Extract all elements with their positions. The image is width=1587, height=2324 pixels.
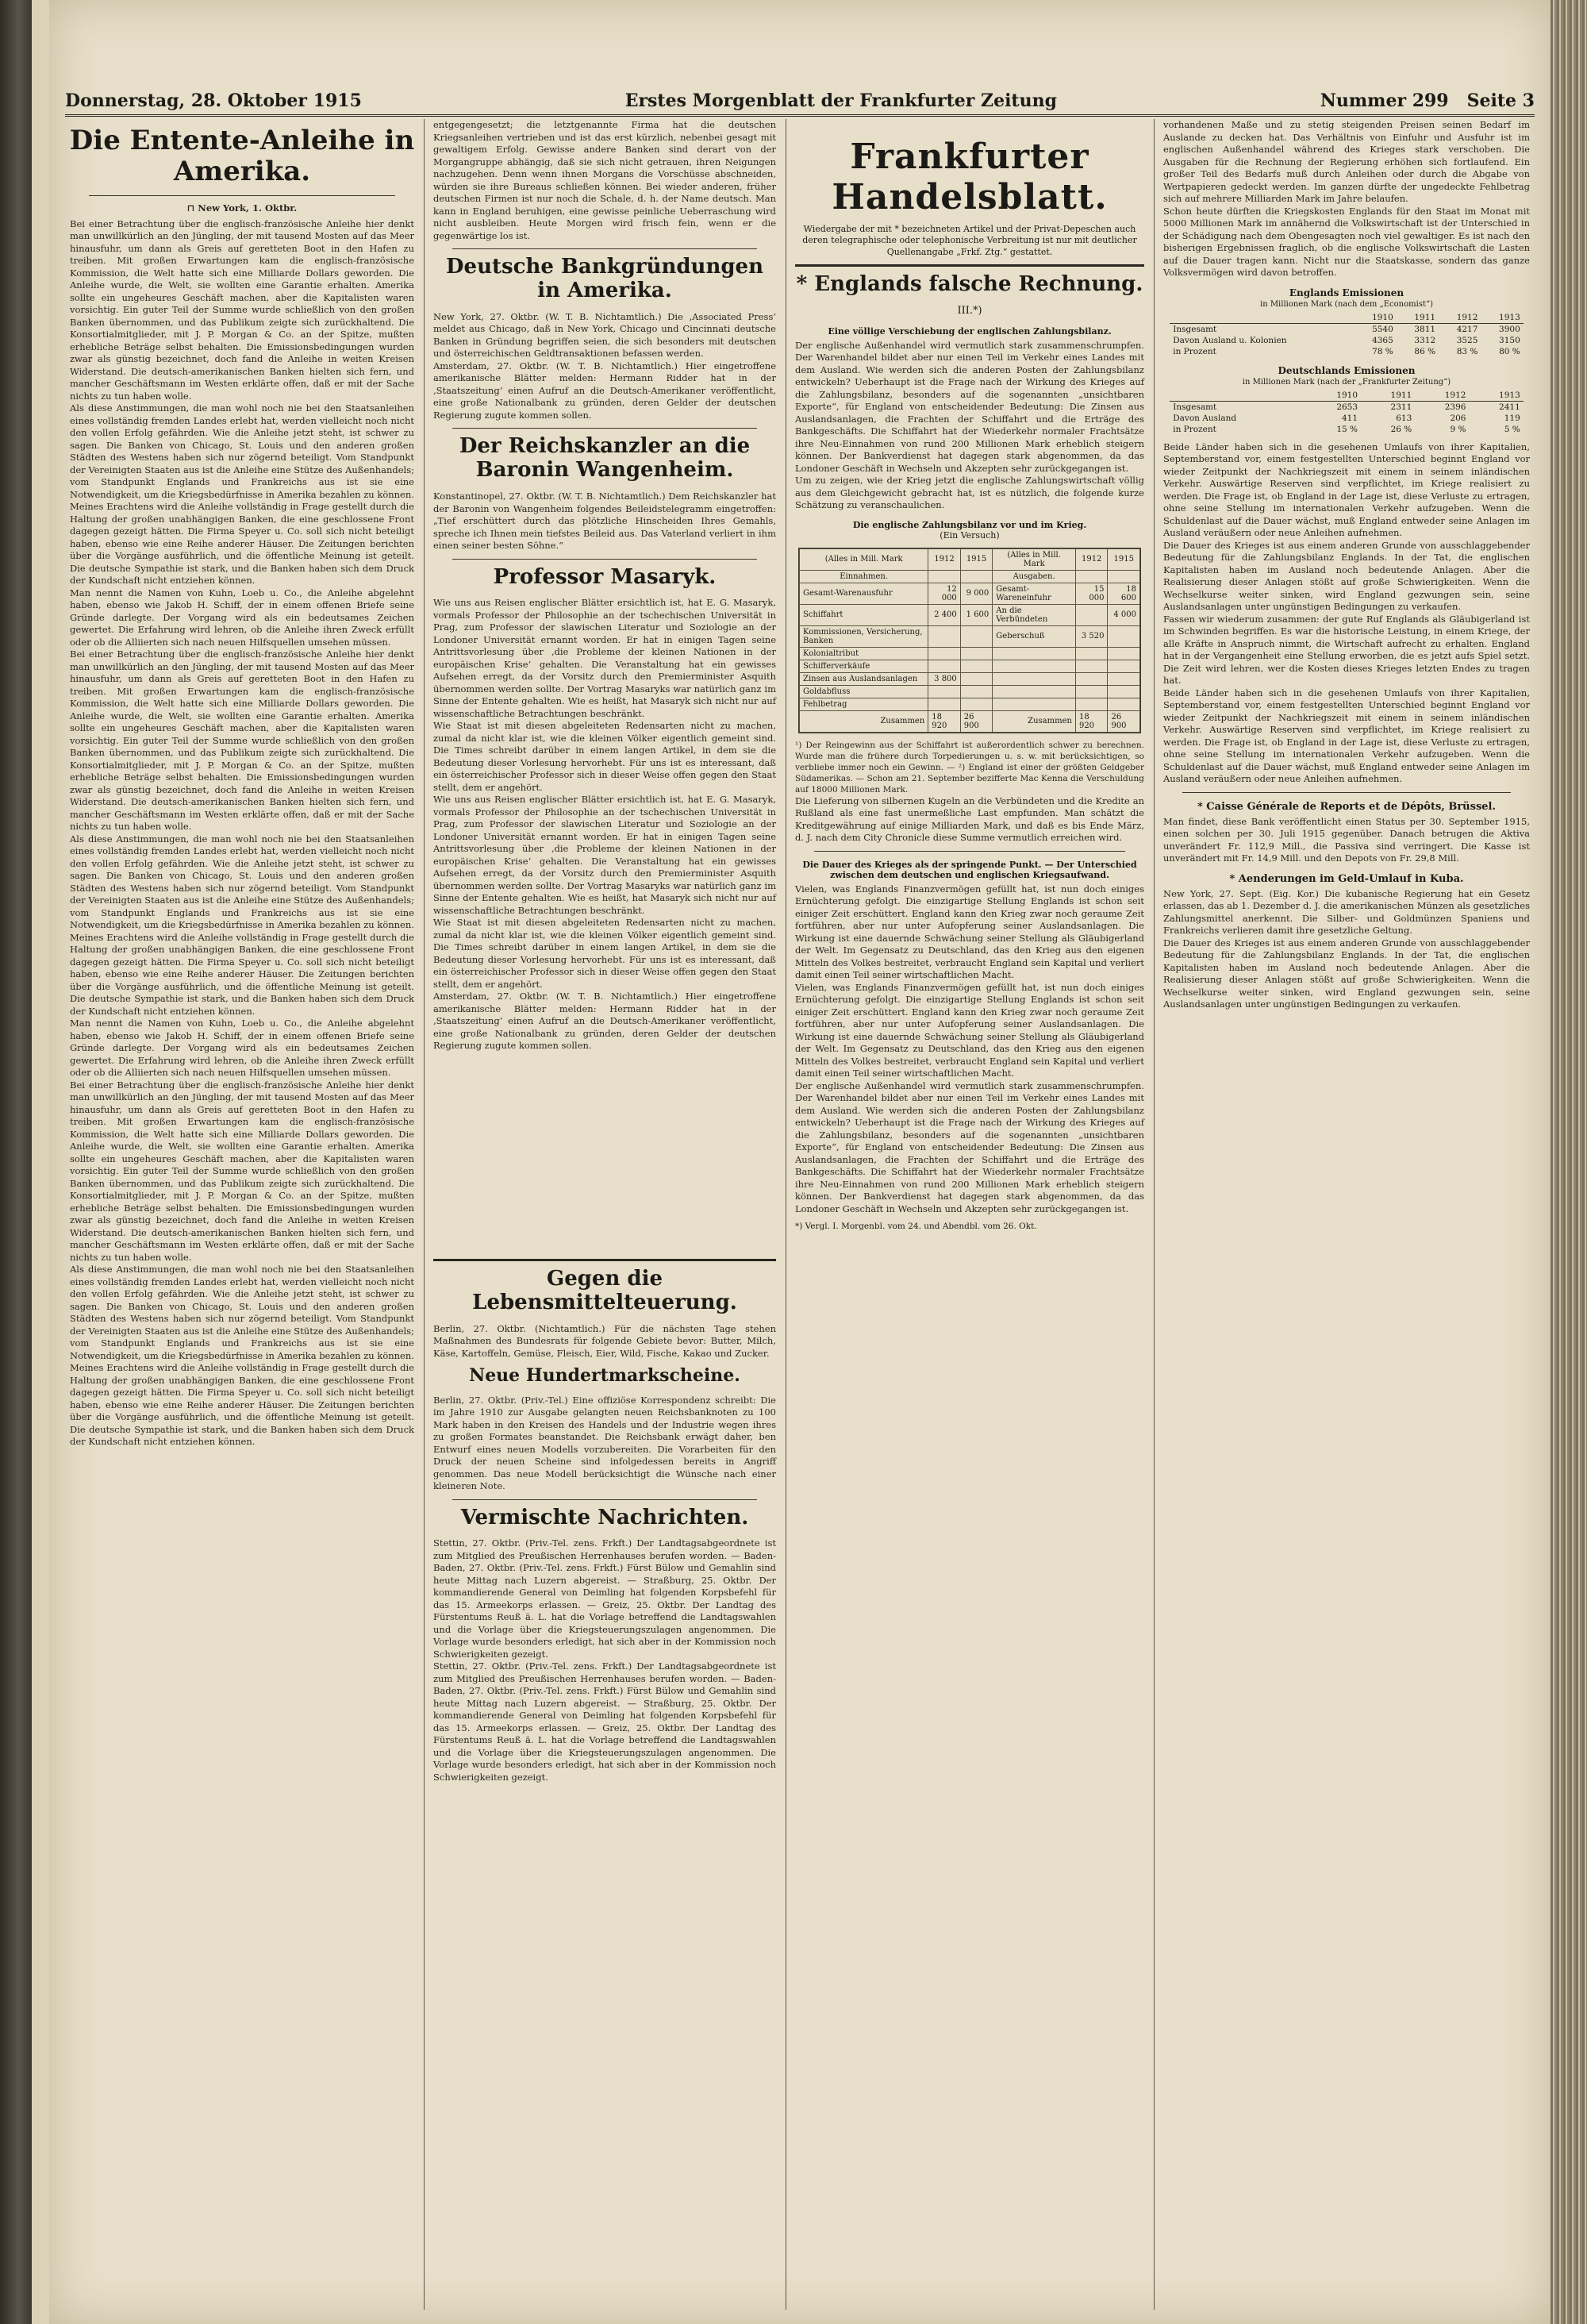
zahlungsbilanz-caption-2: (Ein Versuch) — [940, 529, 1000, 541]
col2-b3-repeat: Wie uns aus Reisen englischer Blätter ersichtlich ist, hat E. G. Masaryk, vormals Professor der Philosophie an der tschechischen Universität in Prag, zum Professor der slawischen Literatur und Soziologie an der Londoner Universität ernannt worden. Er hat in einigen Tagen seine Antrittsvorlesung über ‚die Probleme der kleinen Nationen in der europäischen Krise‘ gehalten. Die Veranstaltung hat ein gewisses Aufsehen erregt, da der Vorsitz durch den Premierminister Asquith übernommen werden sollte. Der Vortrag Masaryks war natürlich ganz im Sinne der Entente gehalten. Wie es heißt, hat Masaryk sich nicht nur auf wissenschaftliche Betrachtungen beschränkt. — [433, 794, 776, 916]
zb-cell-r — [993, 672, 1076, 685]
newspaper-page — [49, 0, 1550, 2324]
col4-footnote: *) Vergl. I. Morgenbl. vom 24. und Abendbl. vom 26. Okt. — [795, 1222, 1037, 1232]
zb-cell-l: Schifferverkäufe — [800, 660, 928, 672]
zb-cell-c: 15 000 — [1075, 583, 1108, 604]
col3-b2: Berlin, 27. Oktbr. (Priv.-Tel.) Eine offiziöse Korrespondenz schreibt: Die im Jahre 1910 zur Ausgabe gelangten neuen Reichsbanknoten zu 100 Mark haben in den Kreisen des Handels und der Industrie wegen ihres zu großen Formates beanstandet. Die Reichsbank erwägt daher, ben Entwurf eines neuen Modells vorzubereiten. Die Vorarbeiten für den Druck der neuen Scheine sind infolgedessen bereits in Angriff genommen. Das neue Modell berücksichtigt die Wünsche nach einer kleineren Note. — [433, 1394, 776, 1492]
zb-cell-r — [993, 647, 1076, 660]
zahlungsbilanz-row — [800, 672, 1140, 685]
col1-body-repeat2: Bei einer Betrachtung über die englisch-französische Anleihe hier denkt man unwillkürlich an den Jüngling, der mit tausend Mosten auf das Meer hinausfuhr, um dann als Greis auf geretteten Boot in den Hafen zu treiben. Mit großen Erwartungen kam die englisch-französische Kommission, die Welt hatte sich eine Milliarde Dollars geworden. Die Anleihe wurde, die Welt, sie wollten eine Garantie erhalten. Amerika sollte ein ungeheures Geschäft machen, aber die Kapitalisten waren vorsichtig. Ein guter Teil der Summe wurde schließlich von den großen Banken übernommen, und das Publikum zeigte sich zurückhaltend. Die Konsortialmitglieder, mit J. P. Morgan & Co. an der Spitze, mußten erhebliche Beträge selbst behalten. Die Emissionsbedingungen wurden zwar als günstig bezeichnet, doch fand die Anleihe in weiten Kreisen Widerstand. Die deutsch-amerikanischen Banken hielten sich fern, und mancher Geschäftsmann im Westen erklärte offen, daß er mit der Sache nichts zu tun haben wolle. — [70, 1079, 414, 1263]
col4-headline-2: Die Dauer des Krieges als der springende Punkt. — Der Unterschied zwischen dem deutschen und englischen Kriegsaufwand. — [802, 859, 1137, 880]
stat1-row — [1170, 335, 1524, 346]
col2-b3b: Wie Staat ist mit diesen abgeleiteten Redensarten nicht zu machen, zumal da nicht klar ist, wie die kleinen Völker eigentlich gemeint sind. Die Times schreibt darüber in einem langen Artikel, in dem sie die Bedeutung dieser Vorlesung hervorhebt. Für uns ist es interessant, daß ein österreichischer Professor sich in dieser Weise offen gegen den Staat stellt, dem er angehört. — [433, 720, 776, 793]
zb-cell-l: Schiffahrt — [800, 604, 928, 625]
zb-cell-a — [928, 698, 961, 710]
col1-body4-repeat: Man nennt die Namen von Kuhn, Loeb u. Co., die Anleihe abgelehnt haben, ebenso wie Jakob H. Schiff, der in einem offenen Briefe seine Gründe darlegte. Der Vorgang wird als ein bedeutsames Zeichen gewertet. Die Erfahrung wird lehren, ob die Anleihe ihren Zweck erfüllt oder ob die Alliierten sich nach neuen Hilfsquellen umsehen müssen. — [70, 1018, 414, 1079]
zb-right-title: Ausgaben. — [993, 570, 1076, 583]
col5-b3: Beide Länder haben sich in die gesehenen Umlaufs von ihrer Kapitalien, Septemberstand vor, einem festgestellten Unterschied beginnt England vor wieder Zeitpunkt der Nachkriegszeit mit einem in seinem inländischen Verkehr. Auswärtige Reserven sind verpflichtet, im Kriege realisiert zu werden. Die Frage ist, ob England in der Lage ist, diese Verluste zu ertragen, ohne seine Stellung im internationalen Verkehr aufzugeben. Wenn die Schuldenlast auf die Dauer wächst, muß England entweder seine Anlagen im Ausland veräußern oder neue Anleihen aufnehmen. — [1163, 441, 1530, 538]
zahlungsbilanz-table — [798, 548, 1141, 733]
stat1-cell: 5540 — [1372, 324, 1393, 334]
col4-b1-repeat: Der englische Außenhandel wird vermutlich stark zusammenschrumpfen. Der Warenhandel bildet aber nur einen Teil im Verkehr eines Landes mit dem Ausland. Wie werden sich die anderen Posten der Zahlungsbilanz entwickeln? Ueberhaupt ist die Frage nach der Wirkung des Krieges auf die Zahlungsbilanz, besonders auf die sogenannten „unsichtbaren Exporte“, für England von entscheidender Bedeutung: Die Zinsen aus Auslandsanlagen, die Frachten der Schiffahrt und die Erträge des Bankgeschäfts. Die Schiffahrt hat der Wiederkehr normaler Frachtsätze ihre Neu-Einnahmen von rund 200 Millionen Mark erheblich steigern können. Der Bankverdienst hat dagegen stark abgenommen, da das Londoner Geschäft in Wechseln und Akzepten sehr zurückgegangen ist. — [795, 1079, 1144, 1214]
col5-b4-repeat: Die Dauer des Krieges ist aus einem anderen Grunde von ausschlaggebender Bedeutung für die Zahlungsbilanz Englands. In der Tat, die englischen Kapitalisten haben im Ausland noch bedeutende Anlagen. Aber die Realisierung dieser Anlagen stößt auf große Schwierigkeiten. Wenn die Wechselkurse weiter sinken, wird England gezwungen sein, seine Auslandsanlagen unter ungünstigen Bedingungen zu verkaufen. — [1163, 937, 1530, 1010]
stat2-header-cell — [1170, 390, 1307, 402]
zb-cell-b: 9 000 — [960, 583, 993, 604]
zb-cell-c: 3 520 — [1075, 625, 1108, 647]
zb-cell-a: 2 400 — [928, 604, 961, 625]
col4-headline-1-sub2: Eine völlige Verschiebung der englischen Zahlungsbilanz. — [828, 325, 1112, 337]
col5-b1: vorhandenen Maße und zu stetig steigenden Preisen seinen Bedarf im Auslande zu decken hat. Das Verhältnis von Einfuhr und Ausfuhr ist im englischen Außenhandel während des Krieges stark verschoben. Die Ausgaben für die Rechnung der Regierung erhöhen sich fortlaufend. Ein großer Teil des Bedarfs muß durch Anleihen oder durch die Abgabe von Wertpapieren gedeckt werden. Im ganzen dürfte der ungedeckte Fehlbetrag sich auf mehrere Milliarden Mark im Jahre belaufen. — [1163, 119, 1530, 204]
zb-cell-b — [960, 672, 993, 685]
zb-head-f: 1915 — [1108, 548, 1140, 570]
stat2-cell: 9 % — [1450, 424, 1466, 434]
zb-cell-r: Geberschuß — [993, 625, 1076, 647]
zb-head-b: 1912 — [928, 548, 961, 570]
col1-headline: Die Entente-Anleihe in Amerika. — [69, 125, 415, 188]
zb-cell-b — [960, 625, 993, 647]
col2-b3: Wie uns aus Reisen englischer Blätter ersichtlich ist, hat E. G. Masaryk, vormals Professor der Philosophie an der tschechischen Universität in Prag, zum Professor der slawischen Literatur und Soziologie an der Londoner Universität ernannt worden. Er hat in einigen Tagen seine Antrittsvorlesung über ‚die Probleme der kleinen Nationen in der europäischen Krise‘ gehalten. Die Veranstaltung hat ein gewisses Aufsehen erregt, da der Vorsitz durch den Premierminister Asquith übernommen werden sollte. Der Vortrag Masaryks war natürlich ganz im Sinne der Entente gehalten. Wie es heißt, hat Masaryk sich nicht nur auf wissenschaftliche Betrachtungen beschränkt. — [433, 597, 776, 719]
stat2-header-cell: 1913 — [1469, 390, 1523, 402]
col5-b2: Schon heute dürften die Kriegskosten Englands für den Staat im Monat mit 5000 Millionen Mark im annähernd die Volkswirtschaft ist der Unterschied in der Schädigung nach dem Obengesagten noch viel gewaltiger. Es ist nach den bisherigen Ergebnissen fraglich, ob die englische Volkswirtschaft die Lasten auf die Dauer tragen kann. Nicht nur die Staatskasse, sondern das ganze Volksvermögen wird davon betroffen. — [1163, 205, 1530, 278]
col4-b4: Vielen, was Englands Finanzvermögen gefüllt hat, ist nun doch einiges Ernüchterung gefolgt. Die einzigartige Stellung Englands ist schon seit einiger Zeit erschüttert. England kann den Krieg zwar noch geraume Zeit fortführen, aber nur unter Aufopferung seiner Auslandsanlagen. Die Wirkung ist eine dauernde Schwächung seiner Stellung als Gläubigerland der Welt. Im Gegensatz zu Deutschland, das den Krieg aus den eigenen Mitteln des Volkes bestreitet, verbraucht England sein Kapital und verliert damit einen Teil seiner wirtschaftlichen Macht. — [795, 883, 1144, 981]
zb-cell-c — [1075, 685, 1108, 698]
col2-b1-repeat: Amsterdam, 27. Oktbr. (W. T. B. Nichtamtlich.) Hier eingetroffene amerikanische Blätter melden: Hermann Ridder hat in der ‚Staatszeitung‘ einen Aufruf an die Deutsch-Amerikaner veröffentlicht, eine große Nationalbank zu gründen, deren Gelder der deutschen Regierung zugute kommen sollen. — [433, 991, 776, 1052]
zahlungsbilanz-row — [800, 685, 1140, 698]
zb-total-a: 18 920 — [928, 710, 961, 732]
zb-cell-d — [1108, 685, 1140, 698]
stat1-cell: 3312 — [1414, 335, 1436, 345]
stat2-cell: 15 % — [1336, 424, 1358, 434]
stat1-row — [1170, 323, 1524, 335]
stat1-cell: 80 % — [1499, 346, 1520, 356]
stat2-cell: 613 — [1396, 413, 1412, 423]
zb-head-a: (Alles in Mill. Mark — [800, 548, 928, 570]
col1-body3-repeat2: Meines Erachtens wird die Anleihe vollständig in Frage gestellt durch die Haltung der großen unabhängigen Banken, die eine geschlossene Front dagegen gezeigt hätten. Die Firma Speyer u. Co. soll sich nicht beteiligt haben, ebenso wie eine Reihe anderer Häuser. Die Zeitungen berichten über die Vorgänge ausführlich, und die öffentliche Meinung ist geteilt. Die deutsche Sympathie ist stark, und die Banken haben sich dem Druck der Kundschaft nicht entziehen können. — [70, 1362, 414, 1448]
stat1-cell: Insgesamt — [1173, 324, 1217, 334]
zb-cell-d: 4 000 — [1108, 604, 1140, 625]
col2-headline-3: Professor Masaryk. — [493, 564, 717, 589]
stat2-cell: 2396 — [1444, 402, 1466, 412]
stat2-sub: in Millionen Mark (nach der „Frankfurter Zeitung“) — [1242, 377, 1451, 387]
col2-b2: Konstantinopel, 27. Oktbr. (W. T. B. Nichtamtlich.) Dem Reichskanzler hat der Baronin von Wangenheim folgendes Beileidstelegramm eingetroffen: „Tief erschüttert durch das plötzliche Hinscheiden Ihres Gemahls, spreche ich Ihnen mein tiefstes Beileid aus. Das Vaterland verliert in ihm einen seiner besten Söhne.“ — [433, 491, 776, 552]
zb-cell-a — [928, 660, 961, 672]
stat2-cell: 26 % — [1390, 424, 1412, 434]
col2-b1b: Amsterdam, 27. Oktbr. (W. T. B. Nichtamtlich.) Hier eingetroffene amerikanische Blätter melden: Hermann Ridder hat in der ‚Staatszeitung‘ einen Aufruf an die Deutsch-Amerikaner veröffentlicht, eine große Nationalbank zu gründen, deren Gelder der deutschen Regierung zugute kommen sollen. — [433, 360, 776, 421]
col4-b1b: Um zu zeigen, wie der Krieg jetzt die englische Zahlungswirtschaft völlig aus dem Gleichgewicht gebracht hat, ist es nützlich, die folgende kurze Schätzung zu veranschaulichen. — [795, 475, 1144, 511]
col5-b3-repeat: Beide Länder haben sich in die gesehenen Umlaufs von ihrer Kapitalien, Septemberstand vor, einem festgestellten Unterschied beginnt England vor wieder Zeitpunkt der Nachkriegszeit mit einem in seinem inländischen Verkehr. Auswärtige Reserven sind verpflichtet, im Kriege realisiert zu werden. Die Frage ist, ob England in der Lage ist, diese Verluste zu ertragen, ohne seine Stellung im internationalen Verkehr aufzugeben. Wenn die Schuldenlast auf die Dauer wächst, muß England entweder seine Anlagen im Ausland veräußern oder neue Anleihen aufnehmen. — [1163, 687, 1530, 784]
zb-cell-d: 18 600 — [1108, 583, 1140, 604]
stat1-cell: 3525 — [1456, 335, 1478, 345]
zb-cell-c — [1075, 672, 1108, 685]
zahlungsbilanz-header-row — [800, 548, 1140, 570]
column-1 — [65, 119, 419, 2310]
zb-cell-b: 1 600 — [960, 604, 993, 625]
stat1-cell: 3811 — [1414, 324, 1436, 334]
zb-cell-b — [960, 647, 993, 660]
zb-cell-l: Goldabfluss — [800, 685, 928, 698]
zb-cell-a — [928, 685, 961, 698]
zb-cell-d — [1108, 660, 1140, 672]
stat2-cell: 411 — [1342, 413, 1358, 423]
col4-b1: Der englische Außenhandel wird vermutlich stark zusammenschrumpfen. Der Warenhandel bildet aber nur einen Teil im Verkehr eines Landes mit dem Ausland. Wie werden sich die anderen Posten der Zahlungsbilanz entwickeln? Ueberhaupt ist die Frage nach der Wirkung des Krieges auf die Zahlungsbilanz, besonders auf die sogenannten „unsichtbaren Exporte“, für England von entscheidender Bedeutung: Die Zinsen aus Auslandsanlagen, die Frachten der Schiffahrt und die Erträge des Bankgeschäfts. Die Schiffahrt hat der Wiederkehr normaler Frachtsätze ihre Neu-Einnahmen von rund 200 Millionen Mark erheblich steigern können. Der Bankverdienst hat dagegen stark abgenommen, da das Londoner Geschäft in Wechseln und Akzepten sehr zurückgegangen ist. — [795, 339, 1144, 474]
stat1-title: Englands Emissionen — [1289, 287, 1404, 298]
stat2-cell: 2411 — [1499, 402, 1520, 412]
zb-cell-d — [1108, 647, 1140, 660]
stat1-cell: 3900 — [1499, 324, 1520, 334]
stat1-cell: 86 % — [1414, 346, 1436, 356]
zb-cell-l: Kommissionen, Versicherung, Banken — [800, 625, 928, 647]
col5-headline-2: * Aenderungen im Geld-Umlauf in Kuba. — [1229, 872, 1464, 885]
col1-body3-repeat: Meines Erachtens wird die Anleihe vollständig in Frage gestellt durch die Haltung der großen unabhängigen Banken, die eine geschlossene Front dagegen gezeigt hätten. Die Firma Speyer u. Co. soll sich nicht beteiligt haben, ebenso wie eine Reihe anderer Häuser. Die Zeitungen berichten über die Vorgänge ausführlich, und die öffentliche Meinung ist geteilt. Die deutsche Sympathie ist stark, und die Banken haben sich dem Druck der Kundschaft nicht entziehen können. — [70, 931, 414, 1017]
zb-cell-a: 12 000 — [928, 583, 961, 604]
col4-b4-repeat: Vielen, was Englands Finanzvermögen gefüllt hat, ist nun doch einiges Ernüchterung gefolgt. Die einzigartige Stellung Englands ist schon seit einiger Zeit erschüttert. England kann den Krieg zwar noch geraume Zeit fortführen, aber nur unter Aufopferung seiner Auslandsanlagen. Die Wirkung ist eine dauernde Schwächung seiner Stellung als Gläubigerland der Welt. Im Gegensatz zu Deutschland, das den Krieg aus den eigenen Mitteln des Volkes bestreitet, verbraucht England sein Kapital und verliert damit einen Teil seiner wirtschaftlichen Macht. — [795, 981, 1144, 1079]
zb-cell-d — [1108, 698, 1140, 710]
col3-b3-repeat: Stettin, 27. Oktbr. (Priv.-Tel. zens. Frkft.) Der Landtagsabgeordnete ist zum Mitglied des Preußischen Herrenhauses berufen worden. — Baden-Baden, 27. Oktbr. (Priv.-Tel. zens. Frkft.) Fürst Bülow und Gemahlin sind heute Mittag nach Luzern abgereist. — Straßburg, 25. Oktbr. Der kommandierende General von Deimling hat folgenden Korpsbefehl für das 15. Armeekorps erlassen. — Greiz, 25. Oktbr. Der Landtag des Fürstentums Reuß ä. L. hat die Vorlage betreffend die Landtagswahlen und die Vorlage über die Kriegsteuerungszulagen angenommen. Die Vorlage wurde besonders erledigt, hat sich aber in der Kommission noch Schwierigkeiten gezeigt. — [433, 1660, 776, 1783]
col5-headline-1: * Caisse Générale de Reports et de Dépôts, Brüssel. — [1197, 800, 1497, 813]
stat1-header-cell: 1910 — [1354, 312, 1396, 324]
col5-b6: Man findet, diese Bank veröffentlicht einen Status per 30. September 1915, einen solchen per 30. Juli 1915 gegenüber. Danach betrugen die Aktiva unverändert Fr. 112,9 Mill., die Passiva sind verringert. Die Kasse ist unverändert mit Fr. 14,9 Mill. und den Depots von Fr. 29,8 Mill. — [1163, 815, 1530, 864]
col1-dateline: ⊓ New York, 1. Oktbr. — [186, 202, 298, 214]
zb-cell-r: An die Verbündeten — [993, 604, 1076, 625]
zb-cell-c — [1075, 604, 1108, 625]
zb-cell-c — [1075, 698, 1108, 710]
zahlungsbilanz-total-row — [800, 710, 1140, 732]
zb-head-d: (Alles in Mill. Mark — [993, 548, 1076, 570]
col5-b7: New York, 27. Sept. (Eig. Kor.) Die kubanische Regierung hat ein Gesetz erlassen, das ab 1. Dezember d. J. die amerikanischen Münzen als gesetzliches Zahlungsmittel anerkennt. Die Silber- und Goldmünzen Spaniens und Frankreichs verlieren damit ihre gesetzliche Geltung. — [1163, 887, 1530, 936]
col2-b3b-repeat: Wie Staat ist mit diesen abgeleiteten Redensarten nicht zu machen, zumal da nicht klar ist, wie die kleinen Völker eigentlich gemeint sind. Die Times schreibt darüber in einem langen Artikel, in dem sie die Bedeutung dieser Vorlesung hervorhebt. Für uns ist es interessant, daß ein österreichischer Professor sich in dieser Weise offen gegen den Staat stellt, dem er angehört. — [433, 917, 776, 990]
stat2-row — [1170, 401, 1524, 413]
zb-cell-r — [993, 698, 1076, 710]
column-5 — [1159, 119, 1535, 2310]
masthead-number-page — [1320, 90, 1535, 114]
masthead-date: Donnerstag, 28. Oktober 1915 — [65, 90, 362, 111]
column-4 — [790, 119, 1149, 2310]
stat2-header-row — [1170, 390, 1524, 402]
zahlungsbilanz-row — [800, 698, 1140, 710]
col1-body3: Meines Erachtens wird die Anleihe vollständig in Frage gestellt durch die Haltung der großen unabhängigen Banken, die eine geschlossene Front dagegen gezeigt hätten. Die Firma Speyer u. Co. soll sich nicht beteiligt haben, ebenso wie eine Reihe anderer Häuser. Die Zeitungen berichten über die Vorgänge ausführlich, und die öffentliche Meinung ist geteilt. Die deutsche Sympathie ist stark, und die Banken haben sich dem Druck der Kundschaft nicht entziehen können. — [70, 501, 414, 587]
col2-headline-2: Der Reichskanzler an die Baronin Wangenheim. — [459, 434, 751, 483]
zb-cell-c — [1075, 647, 1108, 660]
col5-b5: Fassen wir wiederum zusammen: der gute Ruf Englands als Gläubigerland ist im Schwinden begriffen. Es war die historische Leistung, in einem Kriege, der alle Kräfte in Anspruch nimmt, die Wirtschaft aufrecht zu erhalten. England hat in der Vergangenheit eine Stellung erworben, die es jetzt aufs Spiel setzt. Die Zeit wird lehren, wer die Kosten dieses Krieges letzten Endes zu tragen hat. — [1163, 613, 1530, 686]
stat2-header-cell: 1910 — [1307, 390, 1361, 402]
stat2-title: Deutschlands Emissionen — [1278, 364, 1416, 376]
stat1-cell: Davon Ausland u. Kolonien — [1173, 335, 1287, 345]
book-spine — [0, 0, 32, 2324]
zb-cell-a — [928, 647, 961, 660]
stat1-header-cell: 1913 — [1481, 312, 1523, 324]
stat1-cell: 83 % — [1456, 346, 1478, 356]
stat2-header-cell: 1911 — [1361, 390, 1415, 402]
col1-body2-repeat: Als diese Anstimmungen, die man wohl noch nie bei den Staatsanleihen eines vollständig fremden Landes erlebt hat, werden vielleicht noch nicht den vollen Erfolg gefährden. Wie die Anleihe jetzt steht, ist schwer zu sagen. Die Banken von Chicago, St. Louis und den anderen großen Städten des Westens haben sich nur zögernd beteiligt. Vom Standpunkt der Vereinigten Staaten aus ist die Anleihe eine Stütze des Außenhandels; vom Standpunkt Englands und Frankreichs aus ist sie eine Notwendigkeit, um die Kriegsbedürfnisse in Amerika bezahlen zu können. — [70, 833, 414, 931]
col3-headline-3: Vermischte Nachrichten. — [460, 1505, 749, 1529]
zb-cell-c — [1075, 660, 1108, 672]
stat2-cell: Davon Ausland — [1173, 413, 1237, 423]
page-stack-edge — [1550, 0, 1587, 2324]
col3-b1: Berlin, 27. Oktbr. (Nichtamtlich.) Für die nächsten Tage stehen Maßnahmen des Bundesrats für folgende Gebiete bevor: Butter, Milch, Käse, Kartoffeln, Gemüse, Fleisch, Eier, Wild, Fische, Kakao und Zucker. — [433, 1322, 776, 1359]
zb-total-b: 26 900 — [960, 710, 993, 732]
zb-cell-l: Fehlbetrag — [800, 698, 928, 710]
masthead-page: Seite 3 — [1466, 90, 1535, 111]
zb-cell-l: Kolonialtribut — [800, 647, 928, 660]
zb-cell-r — [993, 685, 1076, 698]
stat2-cell: 206 — [1450, 413, 1466, 423]
zb-head-c: 1915 — [960, 548, 993, 570]
zahlungsbilanz-row — [800, 647, 1140, 660]
zb-total-l: Zusammen — [800, 710, 928, 732]
column-3 — [428, 1254, 781, 2310]
left-page-edge — [32, 0, 50, 2324]
stat2-row — [1170, 413, 1524, 424]
zb-cell-l: Gesamt-Warenausfuhr — [800, 583, 928, 604]
stat1-cell: in Prozent — [1173, 346, 1216, 356]
col1-body2: Als diese Anstimmungen, die man wohl noch nie bei den Staatsanleihen eines vollständig fremden Landes erlebt hat, werden vielleicht noch nicht den vollen Erfolg gefährden. Wie die Anleihe jetzt steht, ist schwer zu sagen. Die Banken von Chicago, St. Louis und den anderen großen Städten des Westens haben sich nur zögernd beteiligt. Vom Standpunkt der Vereinigten Staaten aus ist die Anleihe eine Stütze des Außenhandels; vom Standpunkt Englands und Frankreichs aus ist sie eine Notwendigkeit, um die Kriegsbedürfnisse in Amerika bezahlen zu können. — [70, 402, 414, 500]
stat1-cell: 4217 — [1456, 324, 1478, 334]
col1-body4: Man nennt die Namen von Kuhn, Loeb u. Co., die Anleihe abgelehnt haben, ebenso wie Jakob H. Schiff, der in einem offenen Briefe seine Gründe darlegte. Der Vorgang wird als ein bedeutsames Zeichen gewertet. Die Erfahrung wird lehren, ob die Anleihe ihren Zweck erfüllt oder ob die Alliierten sich nach neuen Hilfsquellen umsehen müssen. — [70, 587, 414, 648]
zb-total-d: 26 900 — [1108, 710, 1140, 732]
stat2-cell: in Prozent — [1173, 424, 1216, 434]
stat2-cell: 119 — [1504, 413, 1520, 423]
zb-total-c: 18 920 — [1075, 710, 1108, 732]
stat1-row — [1170, 346, 1524, 357]
zahlungsbilanz-row — [800, 604, 1140, 625]
col2-b1: New York, 27. Oktbr. (W. T. B. Nichtamtlich.) Die ‚Associated Press‘ meldet aus Chicago, daß in New York, Chicago und Cincinnati deutsche Banken in Gründung begriffen seien, die sich besonders mit deutschen und österreichischen Geldtransaktionen befassen werden. — [433, 310, 776, 360]
zb-cell-l: Zinsen aus Auslandsanlagen — [800, 672, 928, 685]
stat1-table — [1170, 312, 1524, 357]
zb-cell-b — [960, 698, 993, 710]
stat2-cell: 2653 — [1336, 402, 1358, 412]
stat1-header-cell: 1911 — [1397, 312, 1439, 324]
col3-b3: Stettin, 27. Oktbr. (Priv.-Tel. zens. Frkft.) Der Landtagsabgeordnete ist zum Mitglied des Preußischen Herrenhauses berufen worden. — Baden-Baden, 27. Oktbr. (Priv.-Tel. zens. Frkft.) Fürst Bülow und Gemahlin sind heute Mittag nach Luzern abgereist. — Straßburg, 25. Oktbr. Der kommandierende General von Deimling hat folgenden Korpsbefehl für das 15. Armeekorps erlassen. — Greiz, 25. Oktbr. Der Landtag des Fürstentums Reuß ä. L. hat die Vorlage betreffend die Landtagswahlen und die Vorlage über die Kriegsteuerungszulagen angenommen. Die Vorlage wurde besonders erledigt, hat sich aber in der Kommission noch Schwierigkeiten gezeigt. — [433, 1537, 776, 1660]
stat1-cell: 3150 — [1499, 335, 1520, 345]
col4-headline-1: * Englands falsche Rechnung. — [796, 271, 1143, 296]
zahlungsbilanz-body — [800, 583, 1140, 710]
stat1-cell: 4365 — [1372, 335, 1393, 345]
masthead-paper: Erstes Morgenblatt der Frankfurter Zeitung — [624, 90, 1057, 111]
col5-b4: Die Dauer des Krieges ist aus einem anderen Grunde von ausschlaggebender Bedeutung für die Zahlungsbilanz Englands. In der Tat, die englischen Kapitalisten haben im Ausland noch bedeutende Anlagen. Aber die Realisierung dieser Anlagen stößt auf große Schwierigkeiten. Wenn die Wechselkurse weiter sinken, wird England gezwungen sein, seine Auslandsanlagen unter ungünstigen Bedingungen zu verkaufen. — [1163, 539, 1530, 612]
handelsblatt-notice: Wiedergabe der mit * bezeichneten Artikel und der Privat-Depeschen auch deren telegraphische oder telephonische Verbreitung ist nur mit deutlicher Quellenangabe „Frkf. Ztg.“ gestattet. — [802, 224, 1137, 257]
zahlungsbilanz-row — [800, 583, 1140, 604]
stat2-cell: Insgesamt — [1173, 402, 1217, 412]
zahlungsbilanz-title-row — [800, 570, 1140, 583]
col3-headline-2: Neue Hundertmarkscheine. — [469, 1365, 740, 1387]
col3-headline-1: Gegen die Lebensmittelteuerung. — [472, 1267, 737, 1314]
zb-cell-d — [1108, 625, 1140, 647]
zb-cell-r: Gesamt-Wareneinfuhr — [993, 583, 1076, 604]
stat1-cell: 78 % — [1372, 346, 1393, 356]
col4-b3: Die Lieferung von silbernen Kugeln an die Verbündeten und die Kredite an Rußland als eine fast unermeßliche Last empfunden. Man schätzt die Kreditgewährung auf einige Milliarden Mark, und daß es bis Ende März, d. J. nach dem City Chronicle diese Summe vermutlich erreichen wird. — [795, 795, 1144, 844]
stat2-row — [1170, 424, 1524, 435]
stat1-header-cell — [1170, 312, 1354, 324]
col1-body-repeat: Bei einer Betrachtung über die englisch-französische Anleihe hier denkt man unwillkürlich an den Jüngling, der mit tausend Mosten auf das Meer hinausfuhr, um dann als Greis auf geretteten Boot in den Hafen zu treiben. Mit großen Erwartungen kam die englisch-französische Kommission, die Welt hatte sich eine Milliarde Dollars geworden. Die Anleihe wurde, die Welt, sie wollten eine Garantie erhalten. Amerika sollte ein ungeheures Geschäft machen, aber die Kapitalisten waren vorsichtig. Ein guter Teil der Summe wurde schließlich von den großen Banken übernommen, und das Publikum zeigte sich zurückhaltend. Die Konsortialmitglieder, mit J. P. Morgan & Co. an der Spitze, mußten erhebliche Beträge selbst behalten. Die Emissionsbedingungen wurden zwar als günstig bezeichnet, doch fand die Anleihe in weiten Kreisen Widerstand. Die deutsch-amerikanischen Banken hielten sich fern, und mancher Geschäftsmann im Westen erklärte offen, daß er mit der Sache nichts zu tun haben wolle. — [70, 648, 414, 833]
masthead — [65, 89, 1535, 117]
stat2-cell: 5 % — [1504, 424, 1520, 434]
zb-cell-b — [960, 685, 993, 698]
masthead-number: Nummer 299 — [1320, 90, 1449, 111]
col1-body: Bei einer Betrachtung über die englisch-französische Anleihe hier denkt man unwillkürlich an den Jüngling, der mit tausend Mosten auf das Meer hinausfuhr, um dann als Greis auf geretteten Boot in den Hafen zu treiben. Mit großen Erwartungen kam die englisch-französische Kommission, die Welt hatte sich eine Milliarde Dollars geworden. Die Anleihe wurde, die Welt, sie wollten eine Garantie erhalten. Amerika sollte ein ungeheures Geschäft machen, aber die Kapitalisten waren vorsichtig. Ein guter Teil der Summe wurde schließlich von den großen Banken übernommen, und das Publikum zeigte sich zurückhaltend. Die Konsortialmitglieder, mit J. P. Morgan & Co. an der Spitze, mußten erhebliche Beträge selbst behalten. Die Emissionsbedingungen wurden zwar als günstig bezeichnet, doch fand die Anleihe in weiten Kreisen Widerstand. Die deutsch-amerikanischen Banken hielten sich fern, und mancher Geschäftsmann im Westen erklärte offen, daß er mit der Sache nichts zu tun haben wolle. — [70, 217, 414, 402]
handelsblatt-title: Frankfurter Handelsblatt. — [832, 137, 1108, 217]
zb-cell-a — [928, 625, 961, 647]
stat1-header-row — [1170, 312, 1524, 324]
zb-cell-a: 3 800 — [928, 672, 961, 685]
zb-cell-d — [1108, 672, 1140, 685]
stat2-table — [1170, 390, 1524, 435]
zahlungsbilanz-row — [800, 660, 1140, 672]
zb-cell-b — [960, 660, 993, 672]
zb-cell-r — [993, 660, 1076, 672]
col2-headline-1: Deutsche Bankgründungen in Amerika. — [445, 255, 763, 302]
stat1-header-cell: 1912 — [1439, 312, 1481, 324]
zb-left-title: Einnahmen. — [800, 570, 928, 583]
zb-head-e: 1912 — [1075, 548, 1108, 570]
zb-total-r: Zusammen — [993, 710, 1076, 732]
col2-body: entgegengesetzt; die letztgenannte Firma hat die deutschen Kriegsanleihen vertrieben und ist das erst kürzlich, nebenbei gesagt mit gewaltigem Erfolg. Gewisse andere Banken sind derart von der Morgangruppe abhängig, daß sie sich nicht getrauen, ihren Neigungen nachzugehen. Denn wenn ihnen Morgans die Vorschüsse abschneiden, würden sie ihre Bureaus schließen können. Bei wieder anderen, früher deutschen Firmen ist nur noch die Schale, d. h. der Name deutsch. Man kann in England beruhigen, eine gewisse peinliche Ueberraschung wird nicht ausbleiben. Heute Morgen wird frisch fein, wenn er die gegenwärtige los ist. — [433, 119, 776, 241]
col4-headline-1-sub: III.*) — [957, 304, 982, 317]
stat2-header-cell: 1912 — [1415, 390, 1469, 402]
col4-b2: ¹) Der Reingewinn aus der Schiffahrt ist außerordentlich schwer zu berechnen. Wurde man die frühere durch Torpedierungen u. s. w. mit berücksichtigen, so verbliebe immer noch ein Gewinn. — ²) England ist einer der größten Geldgeber Südamerikas. — Schon am 21. September bezifferte Mac Kenna die Verschuldung auf 18000 Millionen Mark. — [795, 740, 1144, 795]
stat2-cell: 2311 — [1390, 402, 1412, 412]
zahlungsbilanz-row — [800, 625, 1140, 647]
stat1-sub: in Millionen Mark (nach dem „Economist“) — [1260, 299, 1433, 309]
zahlungsbilanz-caption: Die englische Zahlungsbilanz vor und im Krieg. — [852, 519, 1087, 530]
col1-body2-repeat2: Als diese Anstimmungen, die man wohl noch nie bei den Staatsanleihen eines vollständig fremden Landes erlebt hat, werden vielleicht noch nicht den vollen Erfolg gefährden. Wie die Anleihe jetzt steht, ist schwer zu sagen. Die Banken von Chicago, St. Louis und den anderen großen Städten des Westens haben sich nur zögernd beteiligt. Vom Standpunkt der Vereinigten Staaten aus ist die Anleihe eine Stütze des Außenhandels; vom Standpunkt Englands und Frankreichs aus ist sie eine Notwendigkeit, um die Kriegsbedürfnisse in Amerika bezahlen zu können. — [70, 1264, 414, 1361]
